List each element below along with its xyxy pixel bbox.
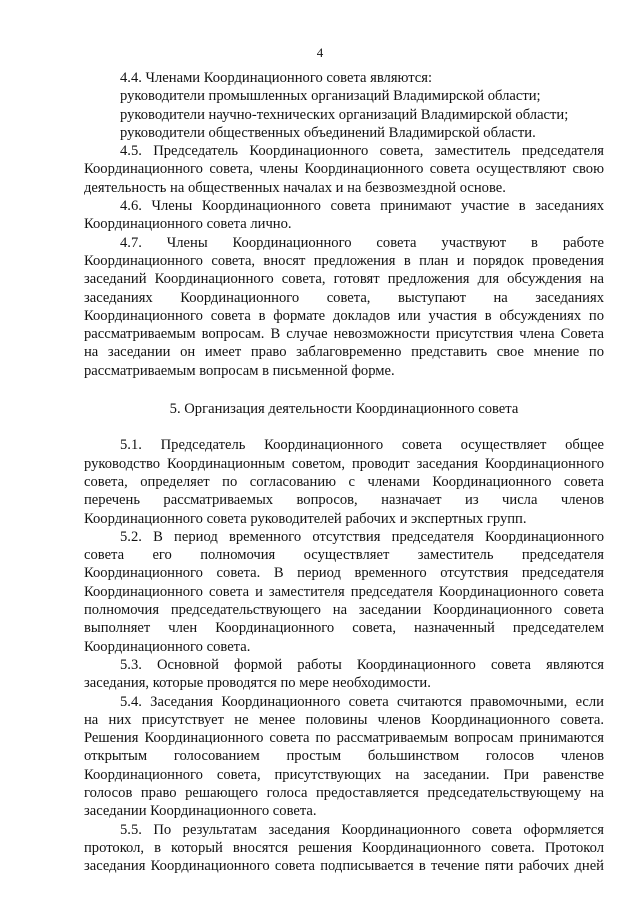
text-line: на них присутствует не менее половины членов Координационного совета. [84, 711, 604, 728]
text-line: 5.3. Основной формой работы Координационного совета являются [120, 656, 604, 673]
document-body [84, 69, 604, 875]
text-line: выполняет член Координационного совета, назначенный председателем [84, 620, 604, 637]
text-line: на заседании он имеет право заблаговременно представить свое мнение по [84, 344, 604, 361]
text-line: перечень рассматриваемых вопросов, назначает из числа членов [84, 492, 604, 509]
text-line: заседания, которые проводятся по мере необходимости. [84, 675, 431, 692]
text-line: 4.7. Члены Координационного совета участвуют в работе [120, 234, 604, 251]
text-line: 5.2. В период временного отсутствия председателя Координационного [120, 528, 604, 545]
text-line: 5.4. Заседания Координационного совета считаются правомочными, если [120, 693, 604, 710]
text-line: Координационного совета, присутствующих на заседании. При равенстве [84, 766, 604, 783]
text-line: руководители научно-технических организаций Владимирской области; [120, 106, 569, 123]
text-line: голосов право решающего голоса предоставляется председательствующему на [84, 784, 604, 801]
text-line: совета его полномочия осуществляет заместитель председателя [84, 547, 604, 564]
text-line: Координационного совета и заместителя председателя Координационного совета [84, 583, 604, 600]
text-line: 4.5. Председатель Координационного совета, заместитель председателя [120, 143, 604, 160]
text-line: Координационного совета, вносят предложения в план и порядок проведения [84, 252, 604, 269]
text-line: Координационного совета руководителей рабочих и экспертных групп. [84, 510, 527, 527]
text-line: руководители общественных объединений Владимирской области. [120, 124, 536, 141]
section-4-paragraphs [84, 69, 604, 380]
text-line: заседания Координационного совета подписывается в течение пяти рабочих дней [84, 858, 604, 875]
text-line: 4.4. Членами Координационного совета являются: [120, 70, 433, 86]
text-line: рассматриваемым вопросам в письменной форме. [84, 362, 395, 379]
text-line: заседаний Координационного совета, готовят предложения для обсуждения на [84, 271, 604, 288]
text-line: 4.6. Члены Координационного совета принимают участие в заседаниях [120, 198, 604, 215]
text-line: Решения Координационного совета по рассматриваемым вопросам принимаются [84, 730, 604, 747]
text-line: 5.1. Председатель Координационного совета осуществляет общее [120, 437, 604, 454]
section-5-paragraphs [84, 436, 604, 875]
text-line: протокол, в который вносятся решения Координационного совета. Протокол [84, 839, 604, 856]
section-5-heading: 5. Организация деятельности Координационного совета [169, 401, 519, 418]
text-line: руководство Координационным советом, проводит заседания Координационного [84, 455, 604, 472]
text-line: открытым голосованием простым большинством голосов членов [84, 748, 604, 765]
text-line: деятельность на общественных началах и на безвозмездной основе. [84, 179, 506, 196]
page-number: 4 [316, 45, 324, 60]
text-line: руководители промышленных организаций Владимирской области; [120, 88, 541, 105]
text-line: заседании Координационного совета. [84, 803, 317, 820]
text-line: 5.5. По результатам заседания Координационного совета оформляется [120, 821, 604, 838]
text-line: совета, определяет по согласованию с членами Координационного совета [84, 473, 604, 490]
text-line: Координационного совета лично. [84, 216, 292, 233]
text-line: Координационного совета, члены Координационного совета осуществляют свою [84, 161, 604, 178]
text-line: Координационного совета. В период временного отсутствия председателя [84, 565, 604, 582]
text-line: полномочия председательствующего на заседании Координационного совета [84, 602, 604, 619]
text-line: Координационного совета. [84, 638, 251, 655]
text-line: Координационного совета в формате докладов или участия в обсуждениях по [84, 307, 604, 324]
text-line: заседаниях Координационного совета, выступают на заседаниях [84, 289, 604, 306]
text-line: рассматриваемым вопросам. В случае невозможности присутствия члена Совета [84, 326, 604, 343]
